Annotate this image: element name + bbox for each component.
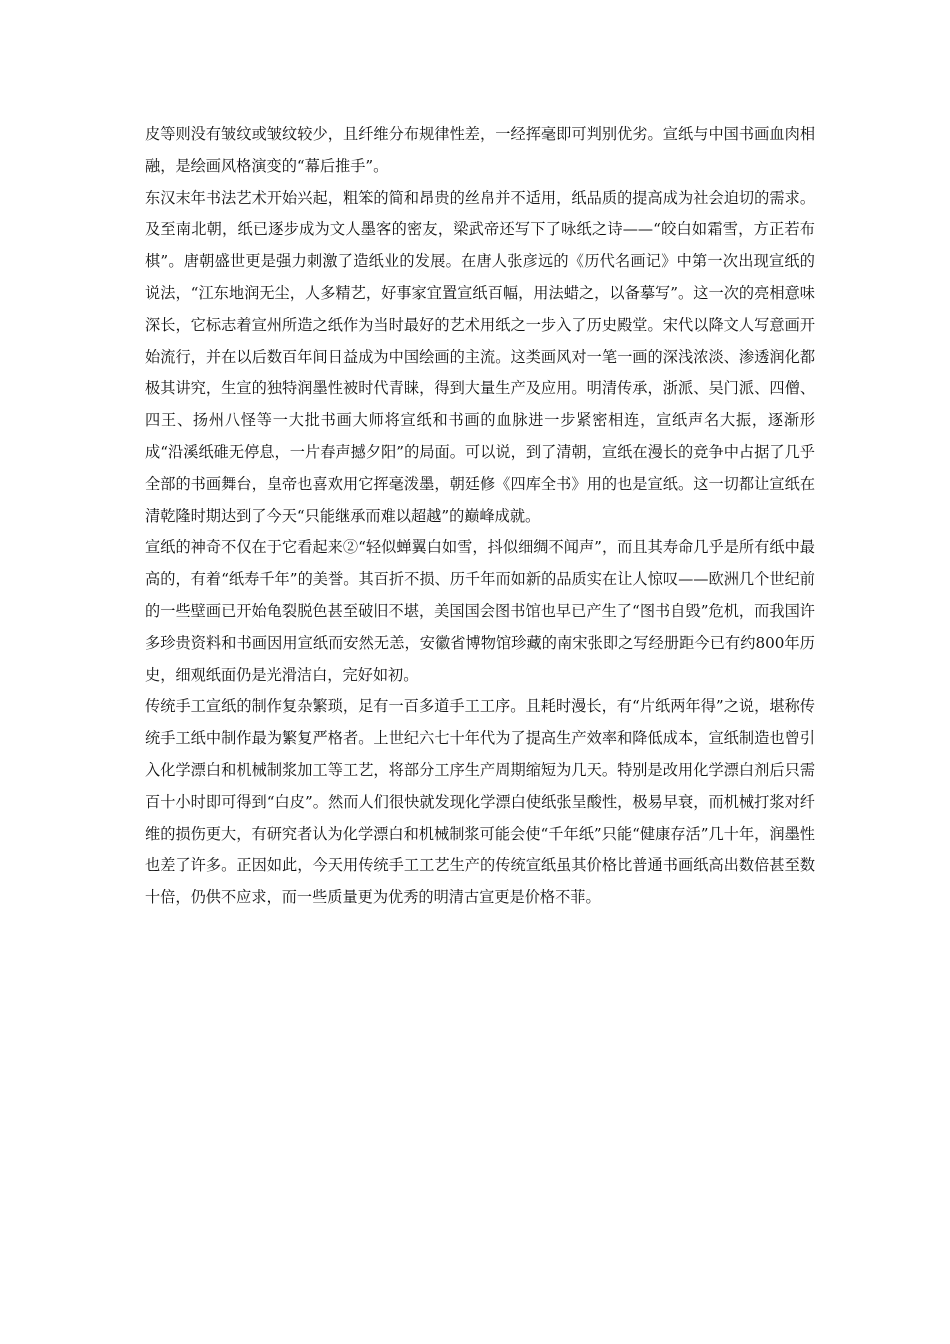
paragraph-calligraphy-carrier: 皮等则没有皱纹或皱纹较少，且纤维分布规律性差，一经挥毫即可判别优劣。宣纸与中国书画血肉相融，是绘画风格演变的“幕后推手”。 [145, 125, 815, 175]
document-body [145, 119, 815, 914]
paragraph-production: 传统手工宣纸的制作复杂繁琐，足有一百多道手工工序。且耗时漫长，有“片纸两年得”之说，堪称传统手工纸中制作最为繁复严格者。上世纪六七十年代为了提高生产效率和降低成本，宣纸制造也曾引入化学漂白和机械制浆加工等工艺，将部分工序生产周期缩短为几天。特别是改用化学漂白剂后只需百十小时即可得到“白皮”。然而人们很快就发现化学漂白使纸张呈酸性，极易早衰，而机械打浆对纤维的损伤更大，有研究者认为化学漂白和机械制浆可能会使“千年纸”只能“健康存活”几十年，润墨性也差了许多。正因如此，今天用传统手工工艺生产的传统宣纸虽其价格比普通书画纸高出数倍甚至数十倍，仍供不应求，而一些质量更为优秀的明清古宣更是价格不菲。 [145, 697, 815, 907]
paragraph-history: 东汉末年书法艺术开始兴起，粗笨的简和昂贵的丝帛并不适用，纸品质的提高成为社会迫切的需求。及至南北朝，纸已逐步成为文人墨客的密友，梁武帝还写下了咏纸之诗——“皎白如霜雪，方正若布棋”。唐朝盛世更是强力刺激了造纸业的发展。在唐人张彦远的《历代名画记》中第一次出现宣纸的说法，“江东地润无尘，人多精艺，好事家宜置宣纸百幅，用法蜡之，以备摹写”。这一次的亮相意味深长，它标志着宣州所造之纸作为当时最好的艺术用纸之一步入了历史殿堂。宋代以降文人写意画开始流行，并在以后数百年间日益成为中国绘画的主流。这类画风对一笔一画的深浅浓淡、渗透润化都极其讲究，生宣的独特润墨性被时代青睐，得到大量生产及应用。明清传承，浙派、吴门派、四僧、四王、扬州八怪等一大批书画大师将宣纸和书画的血脉进一步紧密相连，宣纸声名大振，逐渐形成“沿溪纸碓无停息，一片春声撼夕阳”的局面。可以说，到了清朝，宣纸在漫长的竞争中占据了几乎全部的书画舞台，皇帝也喜欢用它挥毫泼墨，朝廷修《四库全书》用的也是宣纸。这一切都让宣纸在清乾隆时期达到了今天“只能继承而难以超越”的巅峰成就。 [145, 188, 815, 525]
paragraph-longevity: 宣纸的神奇不仅在于它看起来②“轻似蝉翼白如雪，抖似细绸不闻声”，而且其寿命几乎是所有纸中最高的，有着“纸寿千年”的美誉。其百折不损、历千年而如新的品质实在让人惊叹——欧洲几个世纪前的一些壁画已开始龟裂脱色甚至破旧不堪，美国国会图书馆也早已产生了“图书自毁”危机，而我国许多珍贵资料和书画因用宣纸而安然无恙，安徽省博物馆珍藏的南宋张即之写经册距今已有约800年历史，细观纸面仍是光滑洁白，完好如初。 [145, 538, 815, 684]
